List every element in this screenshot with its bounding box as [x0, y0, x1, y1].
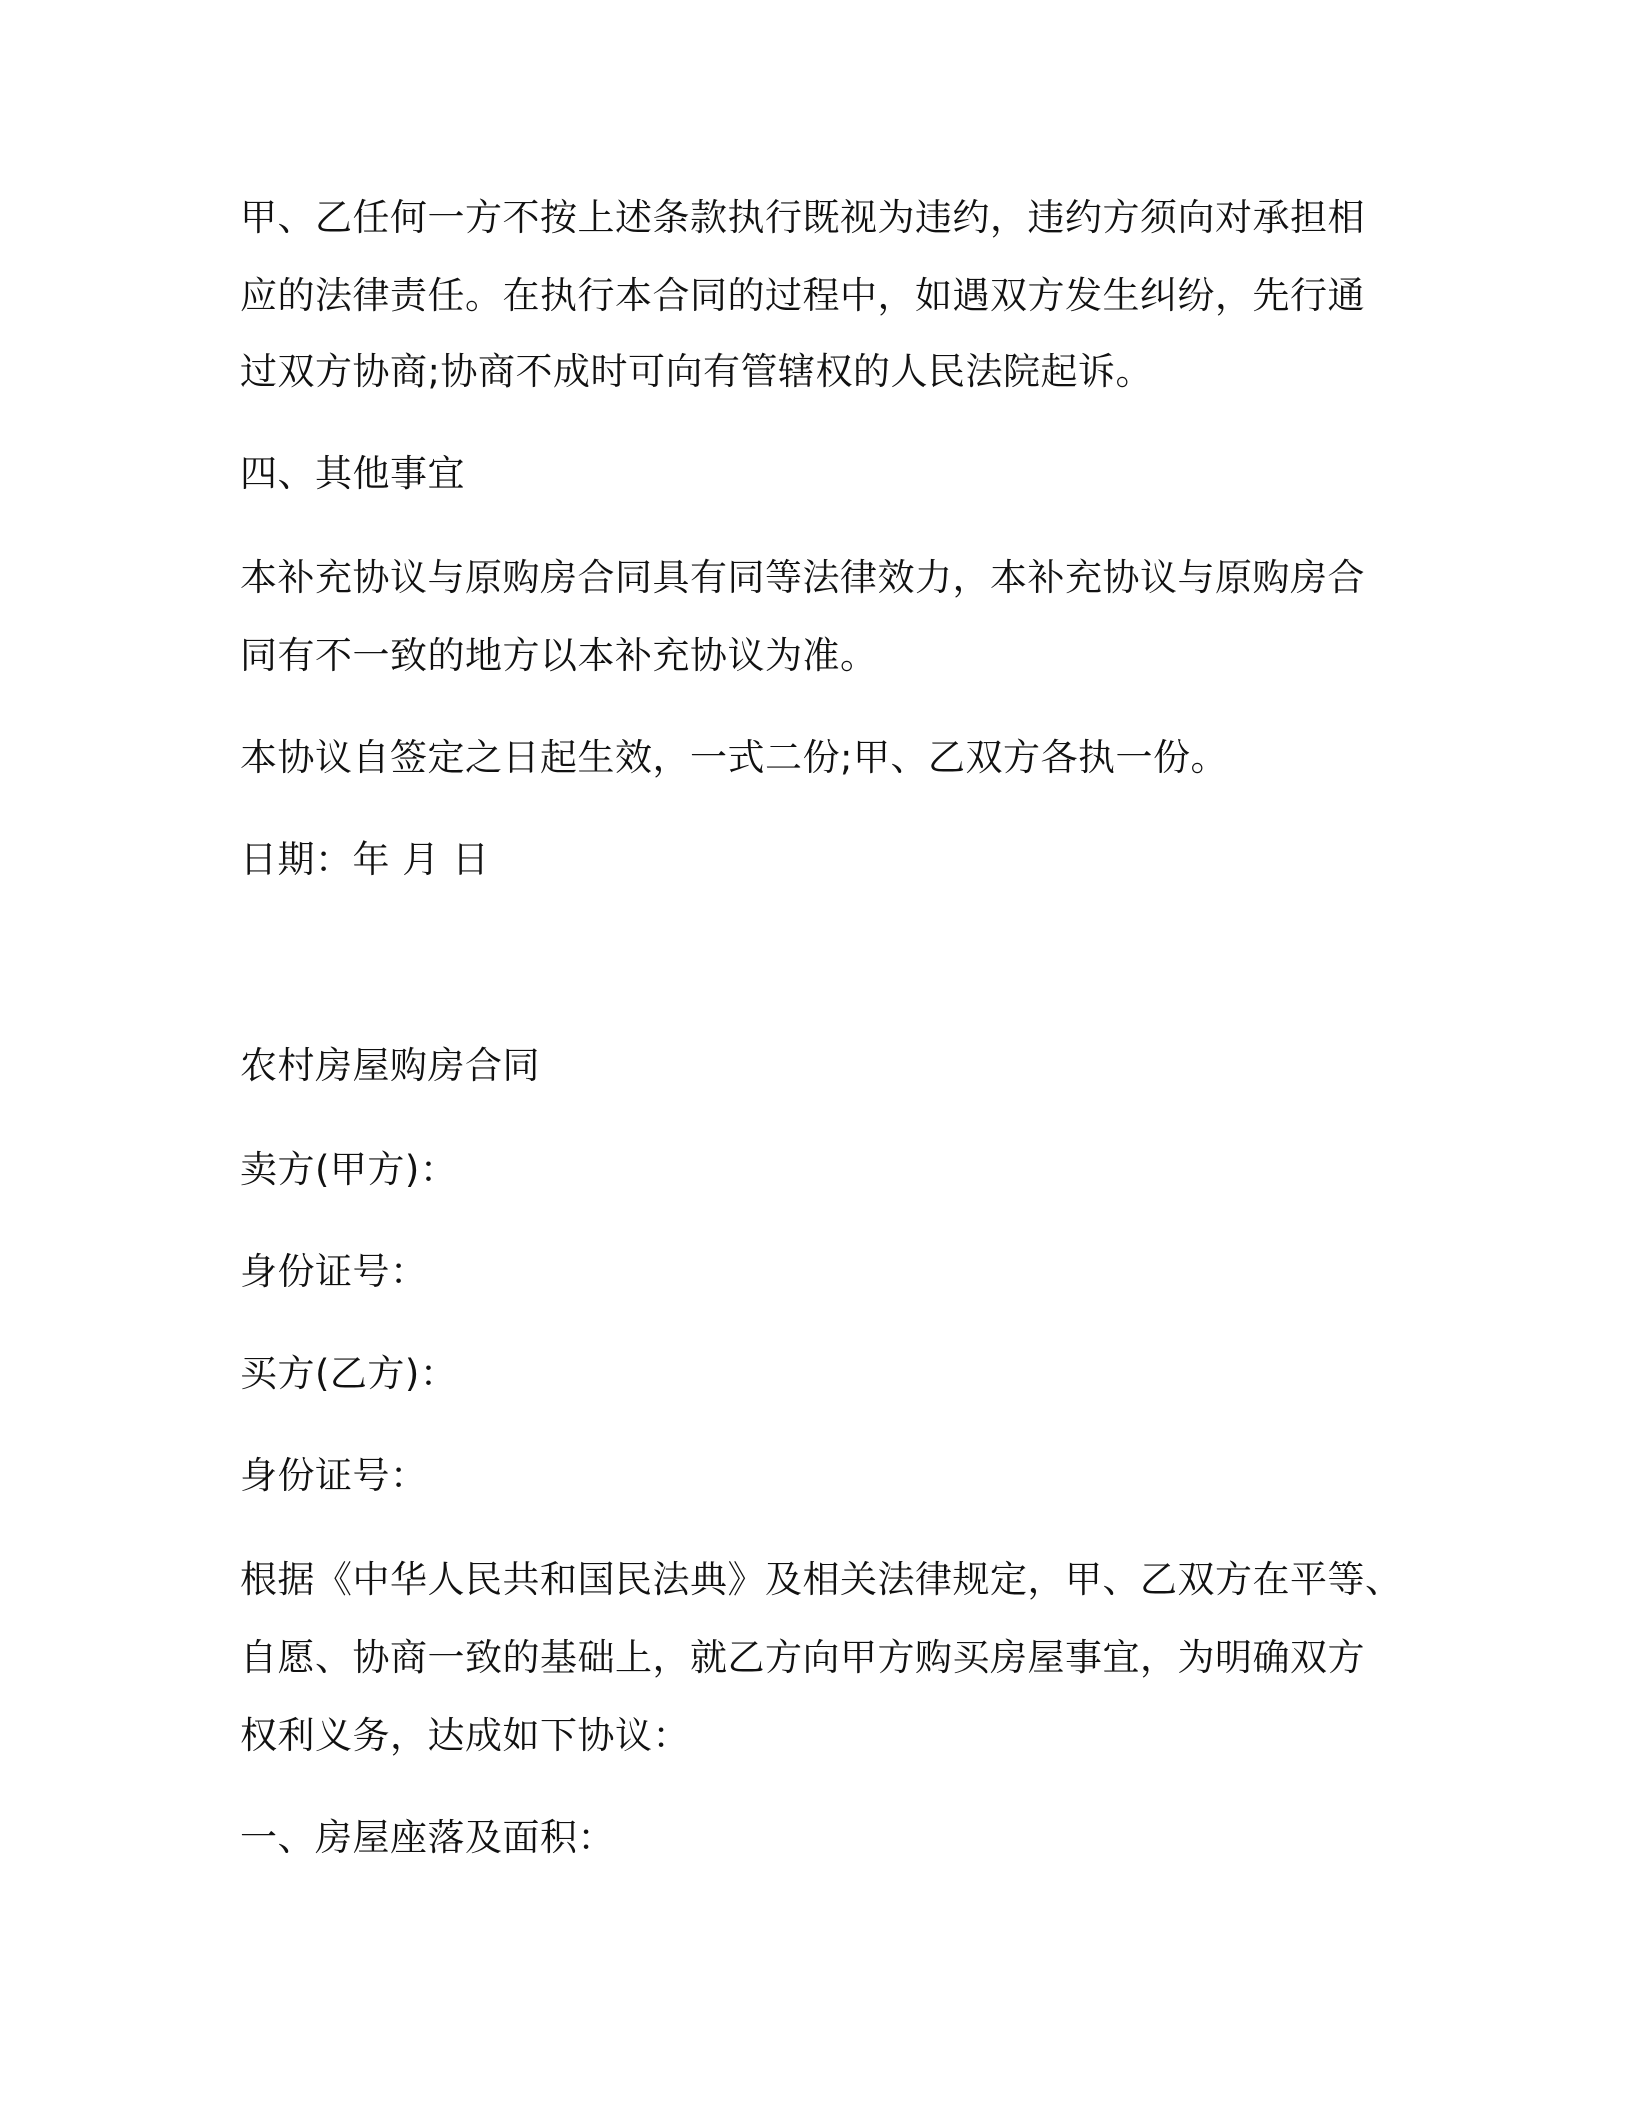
section-heading-other-matters: 四、其他事宜 — [240, 452, 465, 495]
paragraph-validity-line-1: 本补充协议与原购房合同具有同等法律效力，本补充协议与原购房合 — [240, 556, 1365, 599]
seller-label: 卖方(甲方)： — [240, 1148, 458, 1191]
paragraph-breach-line-1: 甲、乙任何一方不按上述条款执行既视为违约，违约方须向对承担相 — [240, 196, 1365, 239]
paragraph-validity-line-2: 同有不一致的地方以本补充协议为准。 — [240, 634, 878, 677]
contract-title: 农村房屋购房合同 — [240, 1044, 540, 1087]
paragraph-effective: 本协议自签定之日起生效，一式二份;甲、乙双方各执一份。 — [240, 736, 1228, 779]
section-heading-location-area: 一、房屋座落及面积： — [240, 1816, 615, 1859]
buyer-label: 买方(乙方)： — [240, 1352, 458, 1395]
buyer-id-label: 身份证号： — [240, 1454, 428, 1497]
paragraph-basis-line-3: 权利义务，达成如下协议： — [240, 1714, 690, 1757]
seller-id-label: 身份证号： — [240, 1250, 428, 1293]
paragraph-breach-line-3: 过双方协商;协商不成时可向有管辖权的人民法院起诉。 — [240, 350, 1153, 393]
paragraph-basis-line-2: 自愿、协商一致的基础上，就乙方向甲方购买房屋事宜，为明确双方 — [240, 1636, 1365, 1679]
date-line: 日期：年 月 日 — [240, 838, 490, 881]
paragraph-breach-line-2: 应的法律责任。在执行本合同的过程中，如遇双方发生纠纷，先行通 — [240, 274, 1365, 317]
paragraph-basis-line-1: 根据《中华人民共和国民法典》及相关法律规定，甲、乙双方在平等、 — [240, 1558, 1403, 1601]
